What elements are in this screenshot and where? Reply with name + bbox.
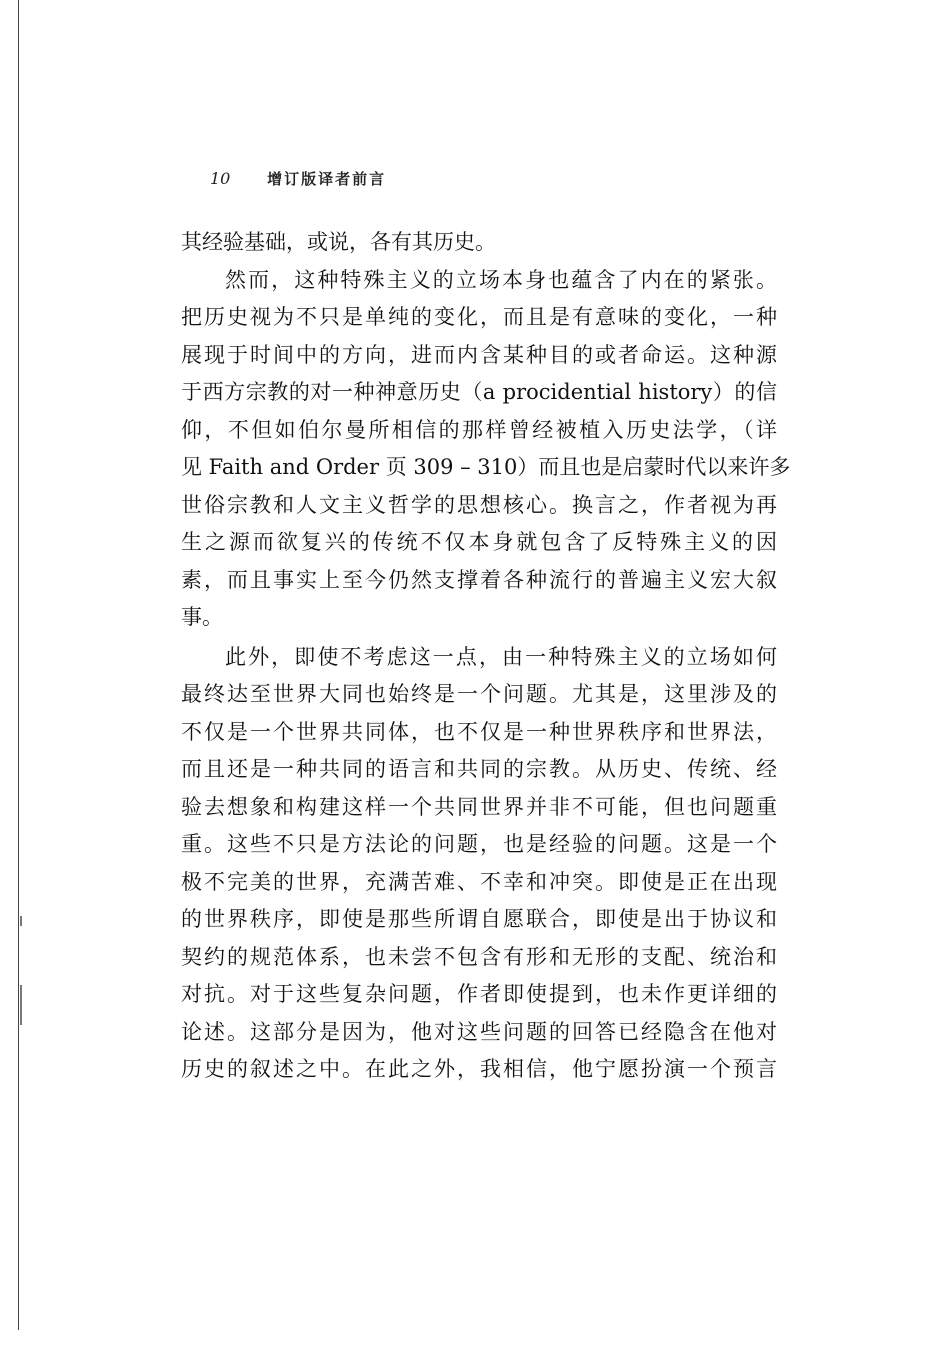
page-number: 10 <box>210 169 231 188</box>
text-line: 其经验基础，或说，各有其历史。 <box>181 230 496 254</box>
text-line: 此外，即使不考虑这一点，由一种特殊主义的立场如何 <box>225 644 777 669</box>
text-line: 极不完美的世界，充满苦难、不幸和冲突。即使是正在出现 <box>181 869 777 894</box>
text-line: 事。 <box>181 605 223 629</box>
scan-page-edge <box>18 0 19 1330</box>
text-line: 不仅是一个世界共同体，也不仅是一种世界秩序和世界法， <box>181 719 777 744</box>
text-line: 于西方宗教的对一种神意历史（a procidential history）的信 <box>181 380 777 404</box>
paragraph <box>181 224 777 262</box>
text-line: 仰，不但如伯尔曼所相信的那样曾经被植入历史法学，（详 <box>181 417 777 442</box>
scan-mark <box>20 916 22 926</box>
text-line: 而且还是一种共同的语言和共同的宗教。从历史、传统、经 <box>181 757 777 781</box>
text-line: 素，而且事实上至今仍然支撑着各种流行的普遍主义宏大叙 <box>181 567 777 592</box>
text-line: 论述。这部分是因为，他对这些问题的回答已经隐含在他对 <box>181 1019 777 1044</box>
scan-mark <box>20 985 22 1025</box>
text-line: 生之源而欲复兴的传统不仅本身就包含了反特殊主义的因 <box>181 530 777 554</box>
text-line: 世俗宗教和人文主义哲学的思想核心。换言之，作者视为再 <box>181 492 777 517</box>
text-line: 历史的叙述之中。在此之外，我相信，他宁愿扮演一个预言 <box>181 1057 777 1081</box>
body-text <box>181 224 791 1089</box>
text-line: 把历史视为不只是单纯的变化，而且是有意味的变化，一种 <box>181 305 777 329</box>
text-line: 然而，这种特殊主义的立场本身也蕴含了内在的紧张。 <box>225 267 777 292</box>
text-line: 重。这些不只是方法论的问题，也是经验的问题。这是一个 <box>181 832 777 856</box>
text-line: 对抗。对于这些复杂问题，作者即使提到，也未作更详细的 <box>181 982 777 1006</box>
text-line: 最终达至世界大同也始终是一个问题。尤其是，这里涉及的 <box>181 682 777 706</box>
paragraph <box>181 639 777 1089</box>
paragraph <box>181 262 791 637</box>
running-title: 增订版译者前言 <box>267 170 387 188</box>
text-line: 契约的规范体系，也未尝不包含有形和无形的支配、统治和 <box>181 944 777 969</box>
text-line: 验去想象和构建这样一个共同世界并非不可能，但也问题重 <box>181 794 777 819</box>
text-line: 展现于时间中的方向，进而内含某种目的或者命运。这种源 <box>181 342 777 367</box>
text-line: 见 Faith and Order 页 309 – 310）而且也是启蒙时代以来许多 <box>181 455 791 479</box>
text-line: 的世界秩序，即使是那些所谓自愿联合，即使是出于协议和 <box>181 907 777 931</box>
running-header <box>210 168 386 189</box>
